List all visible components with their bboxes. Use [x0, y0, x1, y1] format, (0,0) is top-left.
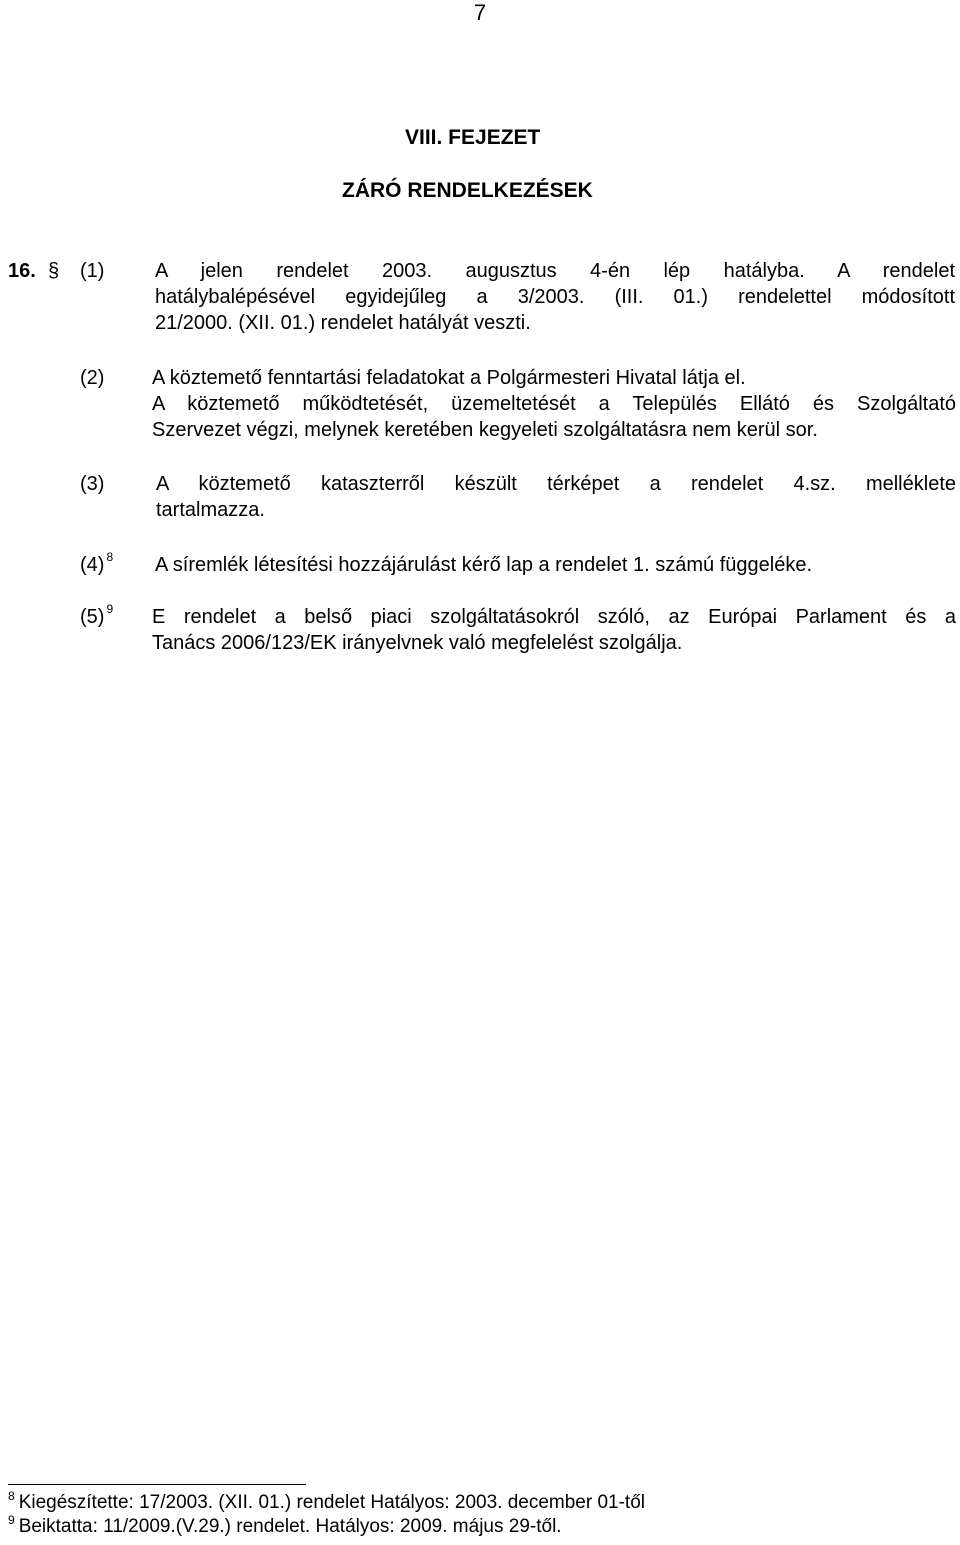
paragraph-text [152, 604, 956, 656]
paragraph-line: A síremlék létesítési hozzájárulást kérő lap a rendelet 1. számú függeléke. [155, 554, 813, 576]
chapter-title: VIII. FEJEZET [405, 126, 541, 149]
paragraph-text [152, 365, 956, 443]
paragraph-text [155, 552, 812, 578]
footnote-ref: 8 [106, 550, 114, 564]
paragraph-label: (2) [80, 367, 105, 389]
footnote-text: Kiegészítette: 17/2003. (XII. 01.) rendelet Hatályos: 2003. december 01-től [18, 1492, 646, 1513]
footnote-mark: 9 [8, 1513, 15, 1527]
paragraph-label-text: (5) [80, 606, 105, 628]
paragraph-label-text: (4) [80, 554, 105, 576]
section-sign: § [48, 260, 60, 282]
paragraph-line: A köztemető működtetését, üzemeltetését a Település Ellátó és Szolgáltató [152, 393, 956, 415]
paragraph-line: A köztemető fenntartási feladatokat a Polgármesteri Hivatal látja el. [152, 367, 746, 389]
section-title: ZÁRÓ RENDELKEZÉSEK [342, 179, 593, 202]
paragraph-line: A köztemető kataszterről készült térképet a rendelet 4.sz. melléklete [156, 473, 956, 495]
article-number: 16. [8, 260, 36, 282]
paragraph-line: tartalmazza. [156, 499, 265, 521]
paragraph-line: A jelen rendelet 2003. augusztus 4-én lép hatályba. A rendelet [155, 260, 955, 282]
footnote-text: Beiktatta: 11/2009.(V.29.) rendelet. Hatályos: 2009. május 29-től. [18, 1516, 562, 1537]
paragraph-label [80, 552, 113, 580]
page-number: 7 [473, 0, 487, 25]
paragraph-label [80, 604, 113, 632]
footnote [8, 1513, 562, 1538]
paragraph-text [156, 471, 956, 523]
footnote-ref: 9 [106, 602, 114, 616]
footnote [8, 1489, 646, 1514]
paragraph-line: E rendelet a belső piaci szolgáltatásokról szóló, az Európai Parlament és a [152, 606, 956, 628]
paragraph-line: Tanács 2006/123/EK irányelvnek való megfelelést szolgálja. [152, 632, 683, 654]
paragraph-label: (1) [80, 260, 105, 282]
paragraph-text [155, 258, 955, 336]
paragraph-line: hatálybalépésével egyidejűleg a 3/2003. (III. 01.) rendelettel módosított [155, 286, 955, 308]
footnote-separator [8, 1484, 306, 1485]
paragraph-label: (3) [80, 473, 105, 495]
paragraph-line: Szervezet végzi, melynek keretében kegyeleti szolgáltatásra nem kerül sor. [152, 419, 818, 441]
paragraph-line: 21/2000. (XII. 01.) rendelet hatályát veszti. [155, 312, 531, 334]
footnote-mark: 8 [8, 1489, 15, 1503]
